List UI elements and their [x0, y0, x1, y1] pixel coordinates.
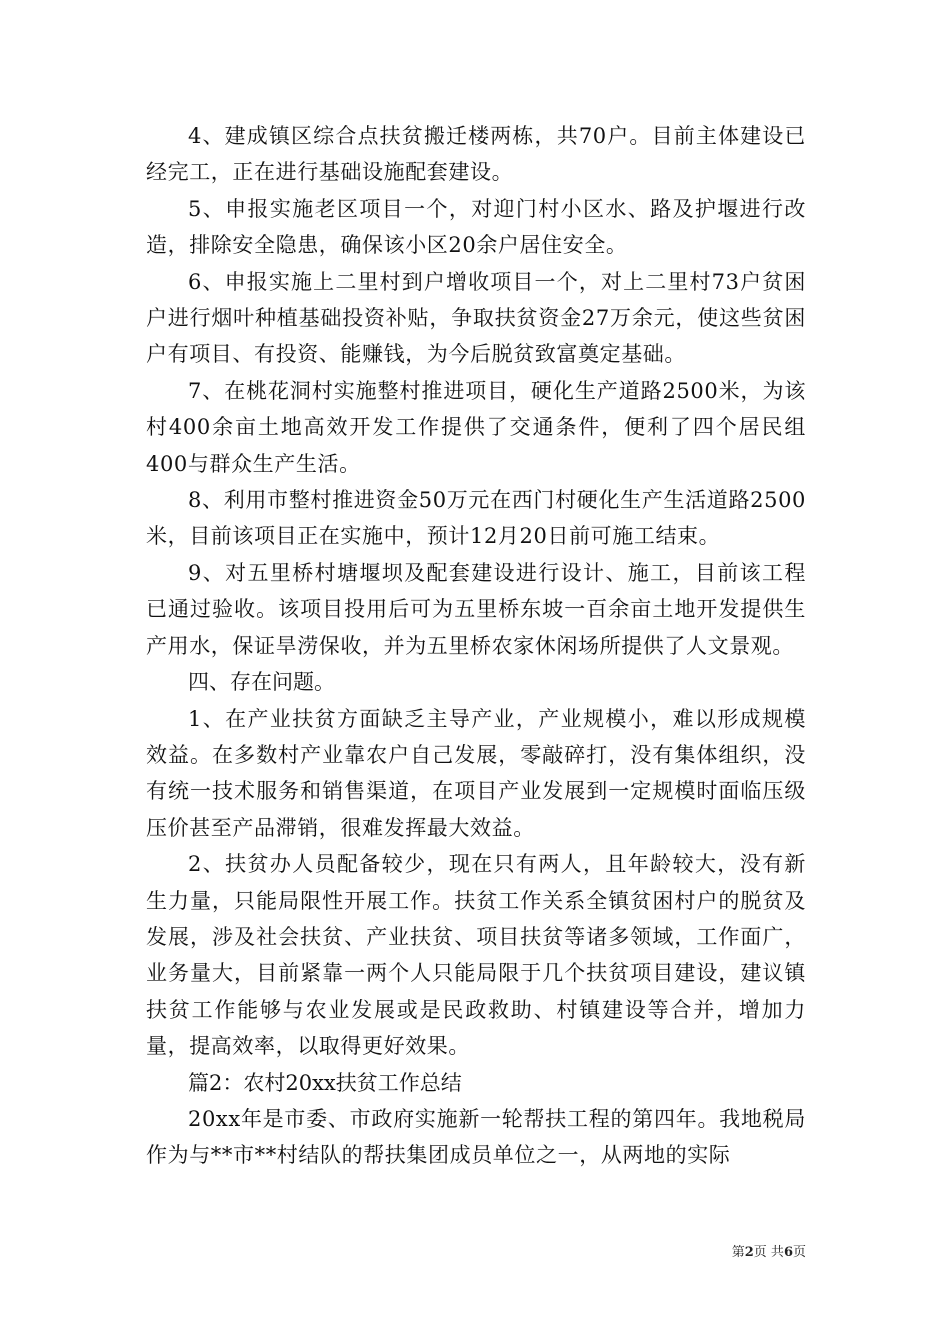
footer-total-pages: 6	[783, 1245, 793, 1260]
paragraph-article-intro: 20xx年是市委、市政府实施新一轮帮扶工程的第四年。我地税局作为与**市**村结队的帮扶集团成员单位之一，从两地的实际	[146, 1106, 806, 1168]
paragraph-item-5: 5、申报实施老区项目一个，对迎门村小区水、路及护堰进行改造，排除安全隐患，确保该小区20余户居住安全。	[146, 196, 806, 258]
section-heading-problems: 四、存在问题。	[188, 670, 335, 695]
footer-prefix: 第	[731, 1245, 745, 1260]
paragraph-item-7: 7、在桃花洞村实施整村推进项目，硬化生产道路2500米，为该村400余亩土地高效开发工作提供了交通条件，便利了四个居民组400与群众生产生活。	[146, 378, 806, 476]
footer-middle: 页 共	[753, 1245, 784, 1260]
paragraph-item-8: 8、利用市整村推进资金50万元在西门村硬化生产生活道路2500米，目前该项目正在实施中，预计12月20日前可施工结束。	[146, 488, 806, 549]
paragraph-problem-1: 1、在产业扶贫方面缺乏主导产业，产业规模小，难以形成规模效益。在多数村产业靠农户自己发展，零敲碎打，没有集体组织，没有统一技术服务和销售渠道，在项目产业发展到一定规模时面临压级压价甚至产品滞销，很难发挥最大效益。	[146, 706, 806, 840]
document-body	[146, 118, 806, 1174]
footer-current-page: 2	[744, 1245, 754, 1260]
paragraph-problem-2: 2、扶贫办人员配备较少，现在只有两人，且年龄较大，没有新生力量，只能局限性开展工作。扶贫工作关系全镇贫困村户的脱贫及发展，涉及社会扶贫、产业扶贫、项目扶贫等诸多领域，工作面广，业务量大，目前紧靠一两个人只能局限于几个扶贫项目建设，建议镇扶贫工作能够与农业发展或是民政救助、村镇建设等合并，增加力量，提高效率，以取得更好效果。	[146, 852, 806, 1059]
article-title: 篇2：农村20xx扶贫工作总结	[188, 1070, 462, 1095]
footer-suffix: 页	[792, 1245, 806, 1260]
paragraph-item-4: 4、建成镇区综合点扶贫搬迁楼两栋，共70户。目前主体建设已经完工，正在进行基础设施配套建设。	[146, 124, 806, 185]
page-number-footer	[670, 1244, 806, 1262]
paragraph-item-6: 6、申报实施上二里村到户增收项目一个，对上二里村73户贫困户进行烟叶种植基础投资补贴，争取扶贫资金27万余元，使这些贫困户有项目、有投资、能赚钱，为今后脱贫致富奠定基础。	[146, 269, 806, 367]
paragraph-item-9: 9、对五里桥村塘堰坝及配套建设进行设计、施工，目前该工程已通过验收。该项目投用后可为五里桥东坡一百余亩土地开发提供生产用水，保证旱涝保收，并为五里桥农家休闲场所提供了人文景观。	[146, 560, 806, 658]
